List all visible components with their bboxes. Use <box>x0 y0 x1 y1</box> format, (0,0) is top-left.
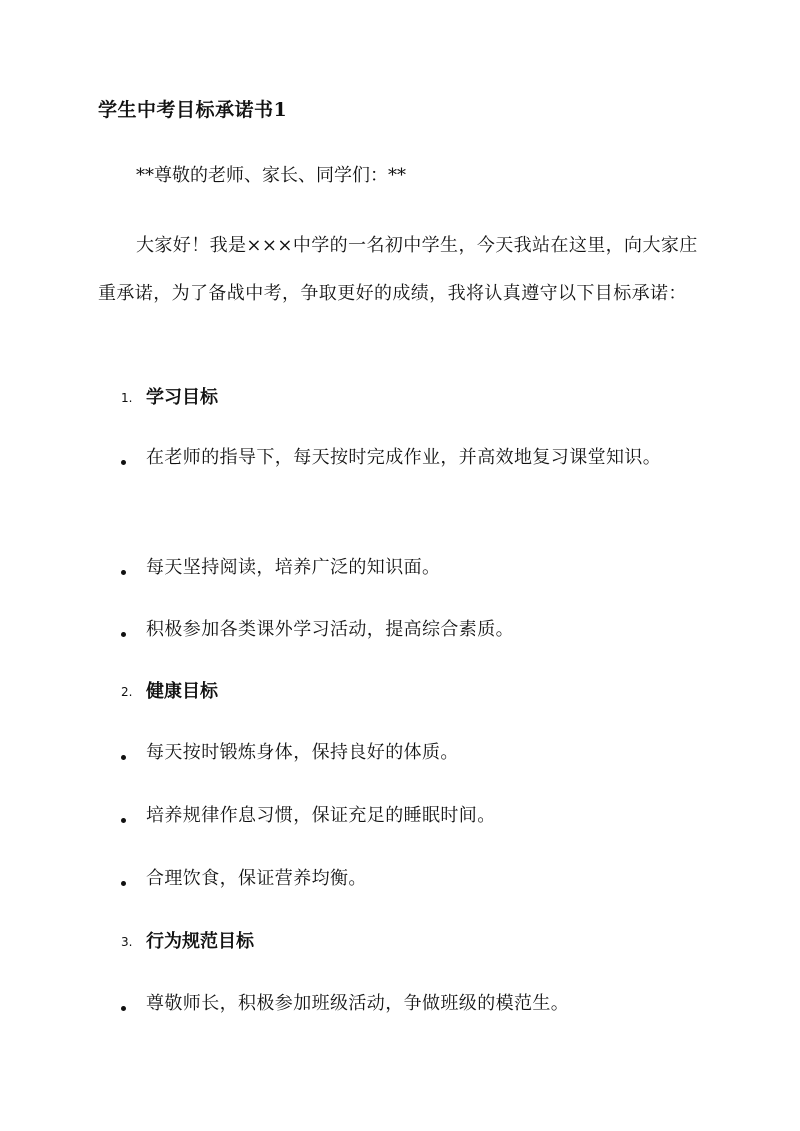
list-item: 合理饮食，保证营养均衡。 <box>146 868 367 889</box>
bullet-dot <box>121 632 126 637</box>
greeting-line: **尊敬的老师、家长、同学们：** <box>136 165 406 186</box>
section-number: 1. <box>121 391 133 405</box>
list-item: 每天坚持阅读，培养广泛的知识面。 <box>146 557 441 578</box>
section-number: 3. <box>121 935 133 949</box>
bullet-dot <box>121 755 126 760</box>
list-item: 培养规律作息习惯，保证充足的睡眠时间。 <box>146 805 496 826</box>
bullet-dot <box>121 460 126 465</box>
list-item: 在老师的指导下，每天按时完成作业，并高效地复习课堂知识。 <box>146 447 662 468</box>
document-title: 学生中考目标承诺书1 <box>98 99 288 121</box>
list-item: 积极参加各类课外学习活动，提高综合素质。 <box>146 619 514 640</box>
section-title: 学习目标 <box>146 387 218 408</box>
list-item: 每天按时锻炼身体，保持良好的体质。 <box>146 742 459 763</box>
bullet-dot <box>121 1006 126 1011</box>
section-title: 行为规范目标 <box>146 931 254 952</box>
list-item: 尊敬师长，积极参加班级活动，争做班级的模范生。 <box>146 993 570 1014</box>
bullet-dot <box>121 818 126 823</box>
bullet-dot <box>121 881 126 886</box>
intro-paragraph: 大家好！我是×××中学的一名初中学生，今天我站在这里，向大家庄重承诺，为了备战中考，争取更好的成绩，我将认真遵守以下目标承诺： <box>98 235 698 304</box>
bullet-dot <box>121 570 126 575</box>
section-title: 健康目标 <box>146 681 218 702</box>
section-number: 2. <box>121 685 133 699</box>
